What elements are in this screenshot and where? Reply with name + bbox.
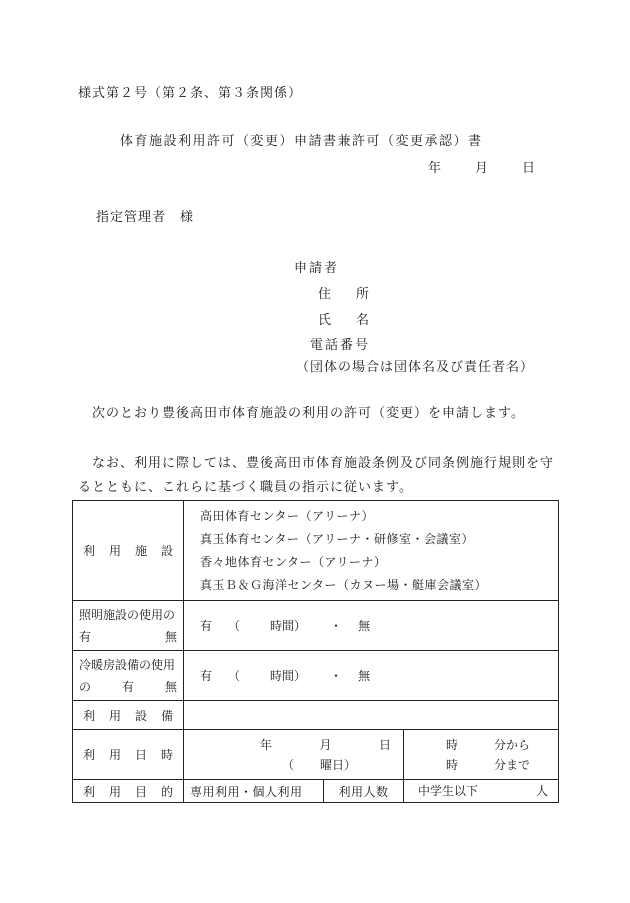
datetime-label-cell	[73, 730, 184, 780]
datetime-label: 利 用 日 時	[83, 748, 173, 762]
purpose-label-cell	[73, 780, 184, 803]
datetime-end-label: 分まで	[494, 757, 531, 772]
aircon-no[interactable]: 無	[358, 669, 371, 683]
addressee-name: 指定管理者	[96, 210, 167, 225]
datetime-day: 日	[378, 737, 391, 752]
applicant-name-label: 氏 名	[318, 313, 370, 328]
form-reference: 様式第２号（第２条、第３条関係）	[78, 86, 303, 101]
lighting-label-cell	[73, 601, 184, 651]
lighting-yes[interactable]: 有	[200, 619, 213, 633]
facility-row	[73, 501, 559, 601]
datetime-start-label: 分から	[494, 737, 531, 752]
datetime-year: 年	[260, 737, 273, 752]
facility-option-kakaji[interactable]: 香々地体育センター（アリーナ）	[200, 554, 387, 569]
aircon-row	[73, 651, 559, 701]
aircon-label-line1: 冷暖房設備の使用	[79, 657, 176, 672]
lighting-hours[interactable]: 時間）	[270, 619, 307, 633]
addressee	[96, 206, 194, 225]
aircon-yes[interactable]: 有	[200, 669, 213, 683]
datetime-end-hour: 時	[446, 757, 459, 772]
equipment-value-cell[interactable]	[184, 701, 559, 730]
facility-label: 利 用 施 設	[83, 544, 173, 558]
datetime-start-hour: 時	[446, 737, 459, 752]
applicant-address-label: 住 所	[318, 287, 370, 302]
aircon-label-cell	[73, 651, 184, 701]
users-label-cell: 利用人数	[324, 780, 404, 803]
addressee-honorific: 様	[180, 210, 195, 225]
facility-label-cell	[73, 501, 184, 601]
datetime-weekday-open: （	[282, 757, 295, 772]
aircon-hours[interactable]: 時間）	[270, 669, 307, 683]
datetime-weekday: 曜日）	[320, 757, 357, 772]
lighting-value-cell[interactable]: 有 （ 時間） ・ 無	[184, 601, 559, 651]
equipment-label-cell	[73, 701, 184, 730]
purpose-value-cell[interactable]: 専用利用・個人利用	[184, 780, 324, 803]
purpose-label: 利 用 目 的	[83, 784, 173, 799]
lighting-row	[73, 601, 559, 651]
document-title: 体育施設利用許可（変更）申請書兼許可（変更承認）書	[120, 134, 483, 149]
facility-option-takada[interactable]: 高田体育センター（アリーナ）	[200, 508, 375, 523]
facility-option-matama[interactable]: 真玉体育センター（アリーナ・研修室・会議室）	[200, 531, 475, 546]
applicant-note: （団体の場合は団体名及び責任者名）	[296, 360, 535, 375]
equipment-label: 利 用 設 備	[83, 708, 173, 723]
applicant-phone-label: 電話番号	[310, 338, 371, 353]
applicant-block	[294, 257, 339, 276]
purpose-row	[73, 780, 559, 803]
datetime-time-cell[interactable]	[404, 730, 559, 780]
users-value-cell[interactable]	[404, 780, 559, 803]
datetime-row	[73, 730, 559, 780]
facility-option-bg-marine[interactable]: 真玉Ｂ＆Ｇ海洋センター（カヌー場・艇庫会議室）	[200, 577, 488, 592]
date-day-label: 日	[522, 161, 537, 176]
datetime-date-cell[interactable]	[184, 730, 404, 780]
aircon-label-line2: の 有 無	[79, 679, 177, 694]
users-value-prefix: 中学生以下	[418, 784, 479, 798]
facility-options-cell	[184, 501, 559, 601]
lighting-label-line1: 照明施設の使用の	[79, 607, 176, 622]
aircon-value-cell[interactable]: 有 （ 時間） ・ 無	[184, 651, 559, 701]
equipment-row	[73, 701, 559, 730]
body-paragraph-2: なお、利用に際しては、豊後高田市体育施設条例及び同条例施行規則を守るとともに、これらに基づく職員の指示に従います。	[78, 456, 555, 495]
body-paragraph-1: 次のとおり豊後高田市体育施設の利用の許可（変更）を申請します。	[92, 406, 525, 421]
lighting-label-line2: 有 無	[79, 629, 177, 644]
datetime-month: 月	[319, 737, 332, 752]
date-year-label: 年	[428, 161, 443, 176]
date-month-label: 月	[475, 161, 490, 176]
application-form-table	[72, 500, 559, 803]
lighting-no[interactable]: 無	[358, 619, 371, 633]
applicant-heading: 申請者	[294, 261, 340, 276]
users-unit: 人	[536, 784, 549, 798]
